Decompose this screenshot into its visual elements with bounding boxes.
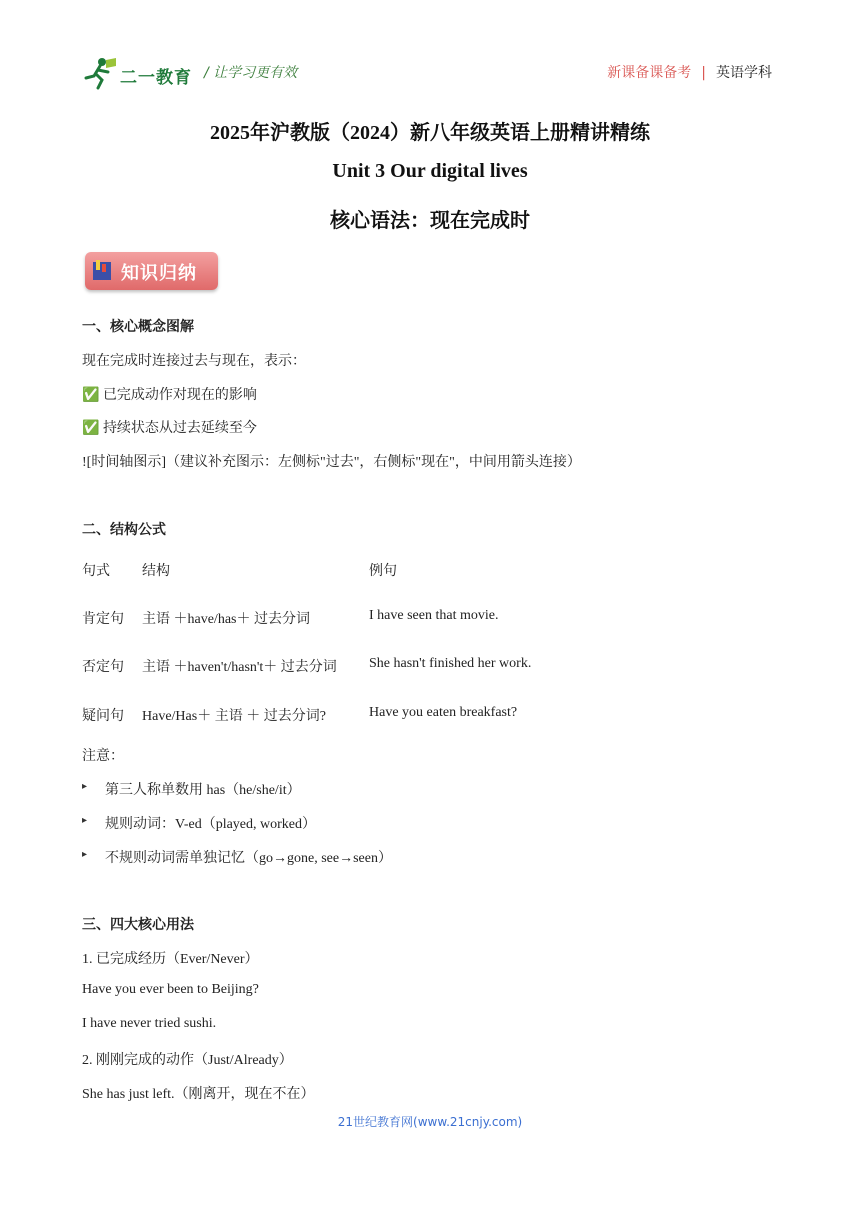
- section1-item: ✅ 持续状态从过去延续至今: [82, 420, 257, 436]
- logo: [82, 56, 192, 90]
- topic-title: 核心语法：现在完成时: [330, 210, 530, 232]
- table-cell: Have you eaten breakfast?: [369, 705, 518, 720]
- section1-heading: 一、核心概念图解: [82, 320, 194, 335]
- logo-text: 二一教育: [120, 68, 192, 88]
- table-cell: She hasn't finished her work.: [369, 656, 532, 671]
- header-separator: |: [701, 65, 706, 81]
- bullet-icon: ▸: [82, 849, 88, 860]
- page-footer: 21世纪教育网(www.21cnjy.com): [337, 1115, 523, 1129]
- table-cell: I have seen that movie.: [369, 608, 499, 623]
- bullet-icon: ▸: [82, 781, 88, 792]
- image-placeholder-note: ![时间轴图示]（建议补充图示：左侧标"过去"，右侧标"现在"，中间用箭头连接）: [82, 455, 581, 470]
- section1-intro: 现在完成时连接过去与现在，表示：: [82, 354, 306, 369]
- header-subject: 英语学科: [716, 65, 772, 81]
- section3-heading: 三、四大核心用法: [82, 918, 194, 933]
- table-cell: 否定句: [82, 660, 124, 675]
- page-header: [82, 54, 772, 90]
- column-header: 结构: [142, 564, 170, 579]
- header-tag-prep: 新课备课备考: [607, 65, 692, 81]
- header-right: [607, 62, 772, 82]
- usage-line: Have you ever been to Beijing?: [82, 982, 259, 997]
- table-cell: Have/Has＋ 主语 ＋ 过去分词?: [142, 709, 326, 724]
- check-icon: ✅: [82, 420, 100, 436]
- section2-heading: 二、结构公式: [82, 523, 166, 538]
- table-cell: 主语 ＋haven't/hasn't＋ 过去分词: [142, 660, 337, 675]
- usage-line: She has just left.（刚离开，现在不在）: [82, 1087, 315, 1102]
- usage-line: 2. 刚刚完成的动作（Just/Already）: [82, 1053, 293, 1068]
- section1-item: ✅ 已完成动作对现在的影响: [82, 387, 257, 403]
- column-header: 句式: [82, 564, 110, 579]
- usage-line: 1. 已完成经历（Ever/Never）: [82, 952, 259, 967]
- check-icon: ✅: [82, 387, 100, 403]
- usage-line: I have never tried sushi.: [82, 1016, 217, 1031]
- knowledge-badge: [85, 252, 218, 290]
- badge-label: 知识归纳: [121, 263, 197, 284]
- note-label: 注意：: [82, 749, 124, 764]
- column-header: 例句: [369, 564, 397, 579]
- table-cell: 肯定句: [82, 612, 124, 627]
- book-icon: [91, 258, 113, 282]
- runner-logo-icon: [82, 56, 118, 90]
- table-cell: 疑问句: [82, 709, 124, 724]
- unit-title: Unit 3 Our digital lives: [332, 160, 528, 182]
- page-title: 2025年沪教版（2024）新八年级英语上册精讲精练: [210, 122, 650, 144]
- table-cell: 主语 ＋have/has＋ 过去分词: [142, 612, 310, 627]
- bullet-icon: ▸: [82, 815, 88, 826]
- header-slogan: / 让学习更有效: [204, 65, 298, 81]
